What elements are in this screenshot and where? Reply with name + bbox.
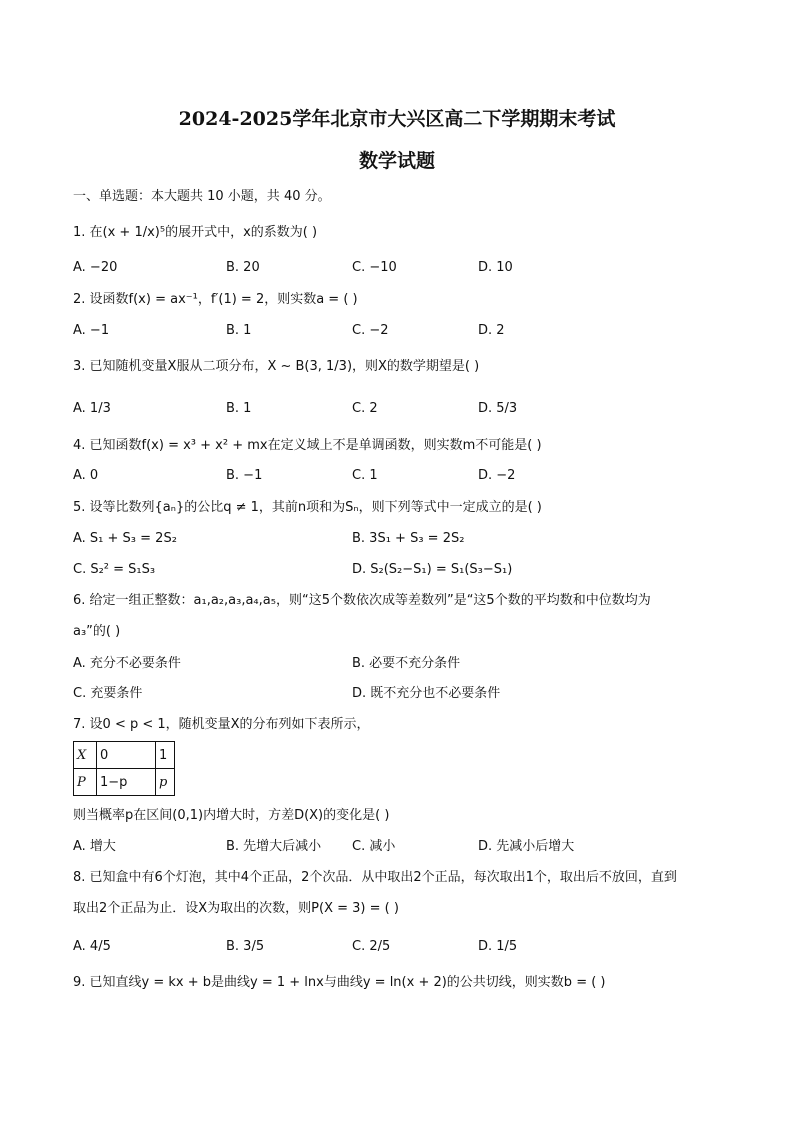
q2-option-d: D. 2 [478,323,505,338]
q2-option-c: C. −2 [352,323,389,338]
q8-option-b: B. 3/5 [226,939,265,954]
q7-option-c: C. 减小 [352,839,396,854]
table-cell: X [74,742,97,769]
q1-option-c: C. −10 [352,260,397,275]
table-cell: 1 [156,742,175,769]
question-2-stem: 2. 设函数f(x) = ax⁻¹，f′(1) = 2，则实数a = ( ) [73,292,358,307]
q5-option-c: C. S₂² = S₁S₃ [73,562,156,577]
q1-option-b: B. 20 [226,260,260,275]
question-6-stem-cont: a₃”的( ) [73,624,121,639]
exam-title: 2024-2025学年北京市大兴区高二下学期期末考试 [178,108,616,130]
q7-option-b: B. 先增大后减小 [226,839,322,854]
q4-option-b: B. −1 [226,468,263,483]
question-7-stem-cont: 则当概率p在区间(0,1)内增大时，方差D(X)的变化是( ) [73,808,390,823]
question-6-stem: 6. 给定一组正整数：a₁,a₂,a₃,a₄,a₅，则“这5个数依次成等差数列”是“这5个数的平均数和中位数均为 [73,593,651,608]
q3-option-b: B. 1 [226,401,252,416]
q7-option-a: A. 增大 [73,839,116,854]
question-5-stem: 5. 设等比数列{aₙ}的公比q ≠ 1，其前n项和为Sₙ，则下列等式中一定成立的是( ) [73,500,542,515]
q3-option-c: C. 2 [352,401,378,416]
q8-option-a: A. 4/5 [73,939,111,954]
distribution-table [73,741,175,796]
q5-option-d: D. S₂(S₂−S₁) = S₁(S₃−S₁) [352,562,513,577]
q2-option-a: A. −1 [73,323,110,338]
q5-option-b: B. 3S₁ + S₃ = 2S₂ [352,531,465,546]
table-cell: 0 [97,742,156,769]
q1-option-a: A. −20 [73,260,118,275]
q7-option-d: D. 先减小后增大 [478,839,575,854]
question-7-stem: 7. 设0 < p < 1，随机变量X的分布列如下表所示， [73,717,370,732]
q6-option-b: B. 必要不充分条件 [352,656,461,671]
q6-option-c: C. 充要条件 [73,686,143,701]
q4-option-c: C. 1 [352,468,378,483]
table-cell: 1−p [97,769,156,796]
table-row [74,769,175,796]
q8-option-d: D. 1/5 [478,939,518,954]
q4-option-a: A. 0 [73,468,99,483]
q2-option-b: B. 1 [226,323,252,338]
q3-option-a: A. 1/3 [73,401,111,416]
q6-option-a: A. 充分不必要条件 [73,656,181,671]
exam-subtitle: 数学试题 [358,150,435,172]
q4-option-d: D. −2 [478,468,516,483]
table-cell: p [156,769,175,796]
q6-option-d: D. 既不充分也不必要条件 [352,686,501,701]
question-4-stem: 4. 已知函数f(x) = x³ + x² + mx在定义域上不是单调函数，则实数m不可能是( ) [73,438,542,453]
q5-option-a: A. S₁ + S₃ = 2S₂ [73,531,177,546]
question-8-stem: 8. 已知盒中有6个灯泡，其中4个正品，2个次品．从中取出2个正品，每次取出1个，取出后不放回，直到 [73,870,677,885]
question-8-stem-cont: 取出2个正品为止．设X为取出的次数，则P(X = 3) = ( ) [73,901,399,916]
q3-option-d: D. 5/3 [478,401,518,416]
question-9-stem: 9. 已知直线y = kx + b是曲线y = 1 + lnx与曲线y = ln(x + 2)的公共切线，则实数b = ( ) [73,975,606,990]
section-heading: 一、单选题：本大题共 10 小题，共 40 分。 [73,189,331,204]
table-row [74,742,175,769]
question-3-stem: 3. 已知随机变量X服从二项分布，X ~ B(3, 1/3)，则X的数学期望是( ) [73,359,480,374]
q8-option-c: C. 2/5 [352,939,391,954]
q1-option-d: D. 10 [478,260,513,275]
question-1-stem: 1. 在(x + 1/x)⁵的展开式中，x的系数为( ) [73,225,318,240]
table-cell: P [74,769,97,796]
